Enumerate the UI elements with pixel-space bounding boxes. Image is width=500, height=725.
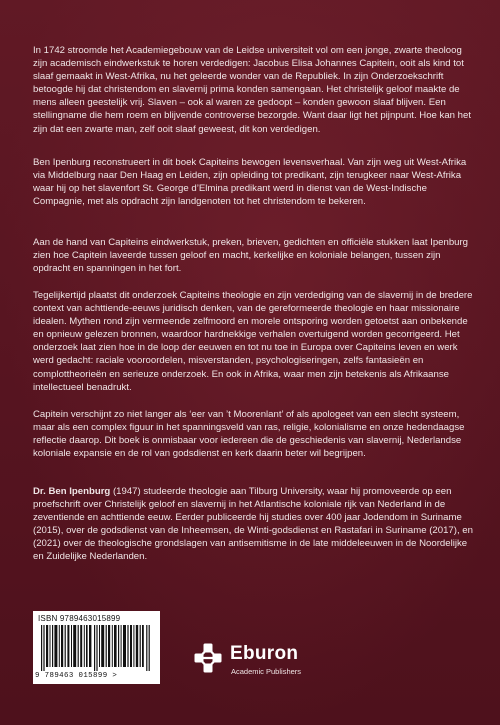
hexagon-network-icon [190, 640, 226, 676]
publisher-logo [190, 640, 340, 684]
paragraph-text: Aan de hand van Capiteins eindwerkstuk, preken, brieven, gedichten en officiële stukken laat Ipenburg zien hoe Capitein laveerde tussen geloof en macht, kerkelijke en koloniale belangen, tussen zijn opdracht en spanningen in het fort. [33, 237, 469, 275]
paragraph-text: Capitein verschijnt zo niet langer als ‘eer van ’t Moorenlant’ of als apologeet van een slecht systeem, maar als een complex figuur in het spanningsveld van ras, religie, kolonialisme en onze hedendaagse reflectie daarop. Dit boek is onmisbaar voor iedereen die de geschiedenis van slavernij, Nederlandse koloniale expansie en de rol van godsdienst en kerk daarin beter wil begrijpen. [33, 409, 465, 460]
publisher-name: Eburon [230, 643, 299, 664]
author-bio-paragraph [33, 485, 473, 564]
isbn-barcode [33, 611, 160, 684]
isbn-label: ISBN 9789463015899 [38, 614, 121, 623]
blurb-paragraph-2 [33, 156, 473, 208]
author-bio-text: (1947) studeerde theologie aan Tilburg University, waar hij promoveerde op een proefschrift over Christelijk geloof en slavernij in het Atlantische koloniale rijk van Nederland in de zeventiende en achttiende eeuw. Eerder publiceerde hij studies over 400 jaar Jodendom in Suriname (2015), over de godsdienst van de Inheemsen, de Winti-godsdienst en Rastafari in Suriname (2017), en (2021) over de theologische grondslagen van antisemitisme in de late middeleeuwen in de Noordelijke en Zuidelijke Nederlanden. [33, 486, 473, 563]
barcode-digits: 9 789463 015899 > [35, 672, 118, 680]
blurb-paragraph-4 [33, 289, 473, 394]
blurb-paragraph-1 [33, 44, 473, 136]
author-bio [33, 485, 473, 564]
author-name: Dr. Ben Ipenburg [33, 486, 111, 497]
paragraph-text: Tegelijkertijd plaatst dit onderzoek Capiteins theologie en zijn verdediging van de slavernij in de bredere context van achttiende-eeuws juridisch denken, van de gereformeerde theologie en haar missionaire idealen. Mythen rond zijn vermeende zelfmoord en morele ontsporing worden getoetst aan onbekende en opnieuw gelezen bronnen, waardoor hardnekkige verhalen overtuigend worden gecorrigeerd. Het onderzoek laat zien hoe in de loop der eeuwen en tot nu toe in Europa over Capiteins leven en werk werd gedacht: raciale vooroordelen, misverstanden, psychologiseringen, zelfs fantasieën en complottheorieën en serieuze onderzoek. En ook in Afrika, waar men zijn betekenis als Afrikaanse intellectueel benadrukt. [33, 290, 473, 393]
paragraph-text: Ben Ipenburg reconstrueert in dit boek Capiteins bewogen levensverhaal. Van zijn weg uit West-Afrika via Middelburg naar Den Haag en Leiden, zijn opleiding tot predikant, zijn terugkeer naar West-Afrika waar hij op het slavenfort St. George d’Elmina predikant werd in dienst van de West-Indische Compagnie, met als opdracht zijn landgenoten tot het christendom te bekeren. [33, 157, 467, 208]
barcode-bars [41, 625, 152, 671]
paragraph-text: In 1742 stroomde het Academiegebouw van de Leidse universiteit vol om een jonge, zwarte theoloog zijn academisch eindwerkstuk te horen verdedigen: Jacobus Elisa Johannes Capitein, ooit als kind tot slaaf gemaakt in West-Afrika, nu het geleerde wonder van de Republiek. In zijn Onderzoekschrift betoogde hij dat christendom en slavernij prima konden samengaan. Het christelijk geloof maakte de mens alleen geestelijk vrij. Slaven – ook al waren ze gedoopt – konden gewoon slaaf blijven. Een stellingname die hem roem en blijvende controverse bezorgde. Want daar ligt het pijnpunt. Hoe kan het zijn dat een zwarte man, zelf ooit slaaf geweest, dit kon verdedigen. [33, 45, 472, 135]
publisher-subtitle: Academic Publishers [231, 667, 302, 676]
blurb-paragraph-5 [33, 408, 473, 460]
blurb-paragraph-3 [33, 236, 473, 275]
